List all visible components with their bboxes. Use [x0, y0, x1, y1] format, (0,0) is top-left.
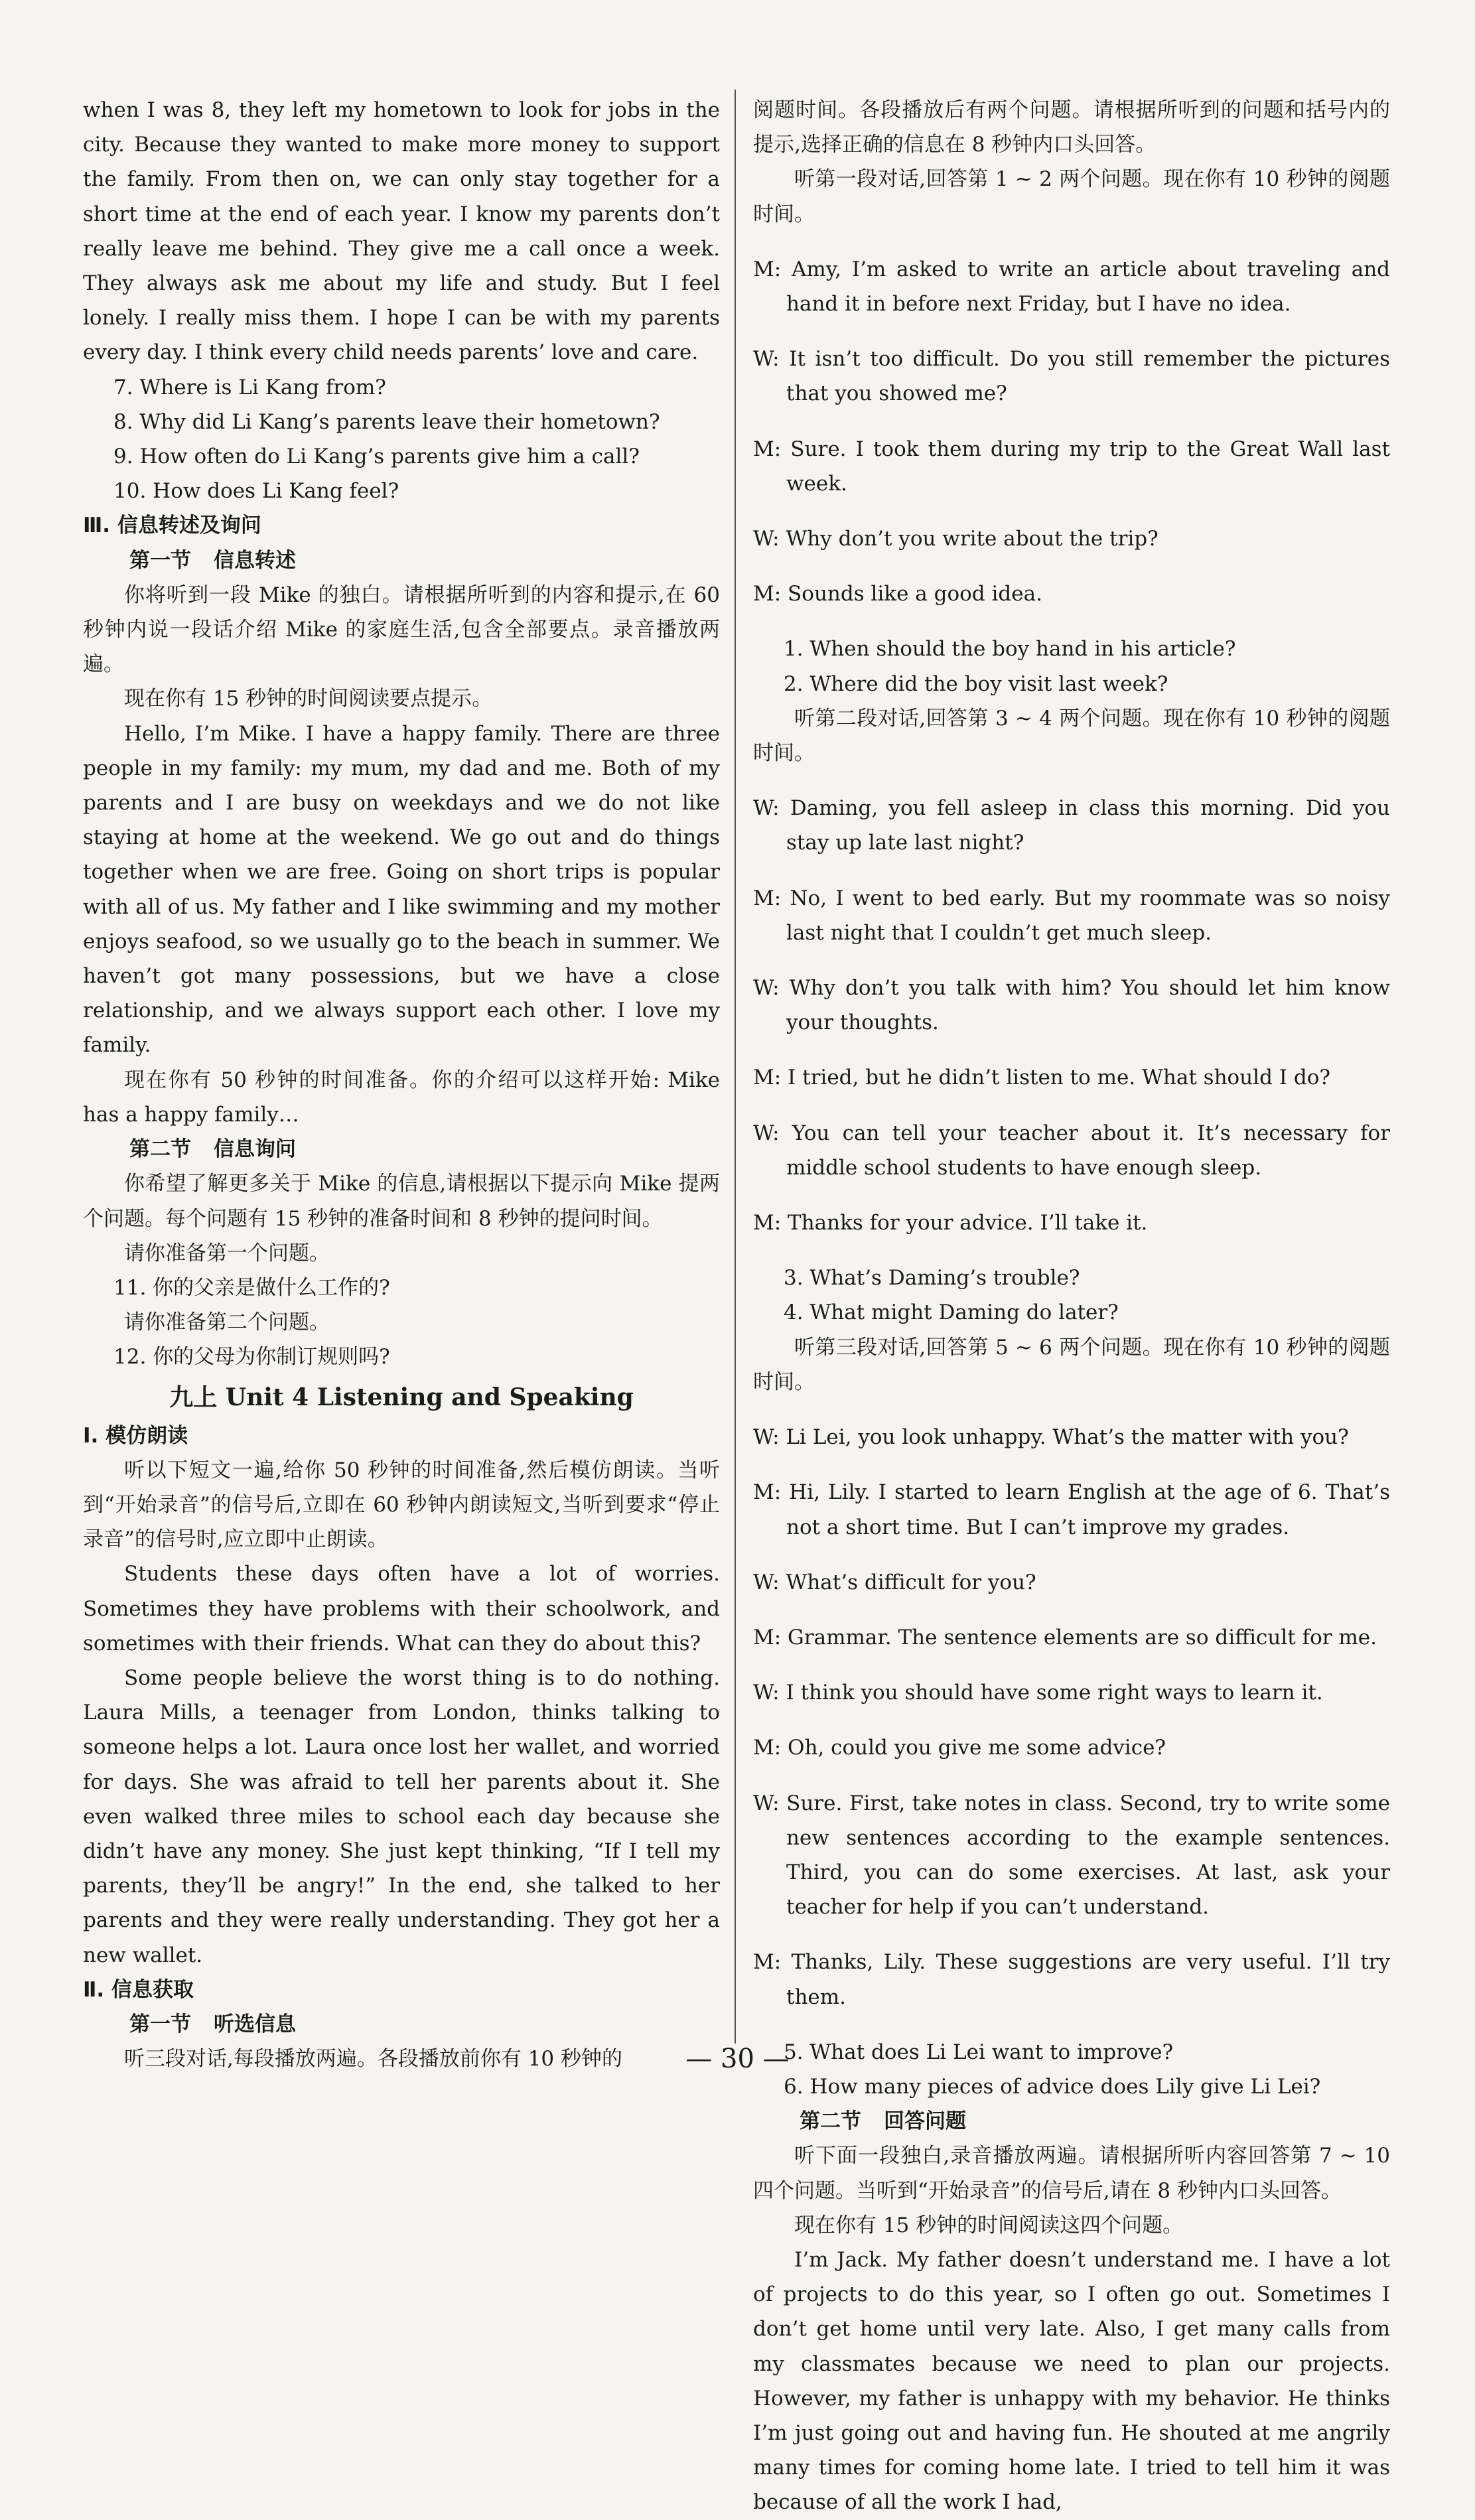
dialogue-line: W: Li Lei, you look unhappy. What’s the matter with you?	[753, 1425, 1349, 1450]
subsection-heading-2-1: 第一节 听选信息	[129, 2012, 296, 2036]
question-7: 7. Where is Li Kang from?	[113, 375, 386, 399]
paragraph-li-kang-end: when I was 8, they left my hometown to look for jobs in the city. Because they wanted to make more money to support the family. From then on, we can only stay together for a short time at the end of each year. I know my parents don’t really leave me behind. They give me a call once a week. They always ask me about my life and study. But I feel lonely. I really miss them. I hope I can be with my parents every day. I think every child needs parents’ love and care.	[83, 98, 720, 365]
question-8: 8. Why did Li Kang’s parents leave their hometown?	[113, 409, 660, 434]
dialogue-line: W: You can tell your teacher about it. It’s necessary for middle school students to have enough sleep.	[753, 1121, 1390, 1180]
subsection-heading-3-2: 第二节 信息询问	[129, 1137, 296, 1162]
dialogue-line: M: Hi, Lily. I started to learn English at the age of 6. That’s not a short time. But I can’t improve my grades.	[753, 1480, 1390, 1539]
question-1: 1. When should the boy hand in his article?	[784, 637, 1236, 662]
dialogue-line: M: Sounds like a good idea.	[753, 582, 1042, 606]
dialogue-line: M: Thanks for your advice. I’ll take it.	[753, 1211, 1148, 1235]
reading-passage-1: Students these days often have a lot of worries. Sometimes they have problems with their schoolwork, and sometimes with their friends. What can they do about this?	[83, 1562, 720, 1655]
dialogue-line: W: It isn’t too difficult. Do you still remember the pictures that you showed me?	[753, 347, 1390, 406]
dialogue-line: W: Daming, you fell asleep in class this morning. Did you stay up late last night?	[753, 796, 1390, 855]
instruction-dialogues-cont: 阅题时间。各段播放后有两个问题。请根据所听到的问题和括号内的提示,选择正确的信息在 8 秒钟内口头回答。	[753, 98, 1390, 157]
dialogue-line: M: Thanks, Lily. These suggestions are very useful. I’ll try them.	[753, 1950, 1390, 2009]
question-11: 11. 你的父亲是做什么工作的?	[113, 1275, 390, 1300]
dialogue-line: M: Oh, could you give me some advice?	[753, 1736, 1166, 1760]
instruction-ask: 你希望了解更多关于 Mike 的信息,请根据以下提示向 Mike 提两个问题。每个问题有 15 秒钟的准备时间和 8 秒钟的提问时间。	[83, 1172, 720, 1231]
question-9: 9. How often do Li Kang’s parents give him a call?	[113, 445, 640, 469]
question-3: 3. What’s Daming’s trouble?	[784, 1266, 1080, 1291]
instruction-imitate-reading: 听以下短文一遍,给你 50 秒钟的时间准备,然后模仿朗读。当听到“开始录音”的信号后,立即在 60 秒钟内朗读短文,当听到要求“停止录音”的信号时,应立即中止朗读。	[83, 1458, 720, 1552]
question-6: 6. How many pieces of advice does Lily give Li Lei?	[784, 2074, 1321, 2099]
dialogue-line: W: Why don’t you write about the trip?	[753, 527, 1159, 551]
dialogue-line: W: Sure. First, take notes in class. Second, try to write some new sentences according to the example sentences. Third, you can do some exercises. At last, ask your teacher for help if you can’t understand.	[753, 1791, 1390, 1920]
dialogue-line: M: Amy, I’m asked to write an article about traveling and hand it in before next Friday, but I have no idea.	[753, 257, 1390, 316]
left-column	[83, 93, 720, 2076]
mike-monologue: Hello, I’m Mike. I have a happy family. There are three people in my family: my mum, my dad and me. Both of my parents and I are busy on weekdays and we do not like staying at home at the weekend. We go out and do things together when we are free. Going on short trips is popular with all of us. My father and I like swimming and my mother enjoys seafood, so we usually go to the beach in summer. We haven’t got many possessions, but we have a close relationship, and we always support each other. I love my family.	[83, 721, 720, 1058]
unit-title: 九上 Unit 4 Listening and Speaking	[169, 1383, 634, 1411]
prepare-question-2: 请你准备第二个问题。	[124, 1310, 330, 1335]
dialogue-line: M: I tried, but he didn’t listen to me. What should I do?	[753, 1066, 1330, 1090]
dialogue-2-instruction: 听第二段对话,回答第 3 ~ 4 两个问题。现在你有 10 秒钟的阅题时间。	[753, 706, 1390, 766]
question-12: 12. 你的父母为你制订规则吗?	[113, 1345, 390, 1369]
section-heading-1: Ⅰ. 模仿朗读	[83, 1423, 188, 1448]
section-heading-2: Ⅱ. 信息获取	[83, 1977, 194, 2002]
subsection-heading-3-1: 第一节 信息转述	[129, 548, 296, 573]
instruction-dialogues: 听三段对话,每段播放两遍。各段播放前你有 10 秒钟的	[124, 2047, 623, 2071]
reading-passage-2: Some people believe the worst thing is to do nothing. Laura Mills, a teenager from London, thinks talking to someone helps a lot. Laura once lost her wallet, and worried for days. She was afraid to tell her parents about it. She even walked three miles to school each day because she didn’t have any money. She just kept thinking, “If I tell my parents, they’ll be angry!” In the end, she talked to her parents and they were really understanding. They got her a new wallet.	[83, 1665, 720, 1967]
column-divider	[735, 90, 736, 2044]
right-column	[753, 93, 1390, 2520]
subsection-heading-2-2: 第二节 回答问题	[800, 2109, 966, 2134]
question-2: 2. Where did the boy visit last week?	[784, 671, 1168, 696]
question-4: 4. What might Daming do later?	[784, 1300, 1119, 1325]
dialogue-1-instruction: 听第一段对话,回答第 1 ~ 2 两个问题。现在你有 10 秒钟的阅题时间。	[753, 167, 1390, 226]
dialogue-line: M: Sure. I took them during my trip to the Great Wall last week.	[753, 437, 1390, 496]
instruction-read-questions: 现在你有 15 秒钟的时间阅读这四个问题。	[794, 2213, 1184, 2237]
dialogue-line: W: I think you should have some right ways to learn it.	[753, 1681, 1323, 1705]
question-5: 5. What does Li Lei want to improve?	[784, 2040, 1174, 2064]
dialogue-line: M: No, I went to bed early. But my roommate was so noisy last night that I couldn’t get much sleep.	[753, 886, 1390, 945]
instruction-read-prompt: 现在你有 15 秒钟的时间阅读要点提示。	[124, 687, 493, 711]
jack-monologue: I’m Jack. My father doesn’t understand me. I have a lot of projects to do this year, so I often go out. Sometimes I don’t get home until very late. Also, I get many calls from my classmates because we need to plan our projects. However, my father is unhappy with my behavior. He thinks I’m just going out and having fun. He shouted at me angrily many times for coming home late. I tried to tell him it was because of all the work I had,	[753, 2247, 1390, 2515]
dialogue-line: M: Grammar. The sentence elements are so difficult for me.	[753, 1625, 1377, 1649]
instruction-retell: 你将听到一段 Mike 的独白。请根据所听到的内容和提示,在 60 秒钟内说一段话介绍 Mike 的家庭生活,包含全部要点。录音播放两遍。	[83, 583, 720, 677]
page-number: — 30 —	[685, 2044, 790, 2074]
section-heading-3: Ⅲ. 信息转述及询问	[83, 514, 261, 538]
instruction-prepare: 现在你有 50 秒钟的时间准备。你的介绍可以这样开始: Mike has a happy family…	[83, 1068, 720, 1127]
question-10: 10. How does Li Kang feel?	[113, 479, 399, 504]
dialogue-3-instruction: 听第三段对话,回答第 5 ~ 6 两个问题。现在你有 10 秒钟的阅题时间。	[753, 1335, 1390, 1394]
dialogue-line: W: Why don’t you talk with him? You should let him know your thoughts.	[753, 976, 1390, 1035]
prepare-question-1: 请你准备第一个问题。	[124, 1241, 330, 1265]
instruction-answer: 听下面一段独白,录音播放两遍。请根据所听内容回答第 7 ~ 10 四个问题。当听到“开始录音”的信号后,请在 8 秒钟内口头回答。	[753, 2144, 1390, 2203]
dialogue-line: W: What’s difficult for you?	[753, 1570, 1036, 1594]
